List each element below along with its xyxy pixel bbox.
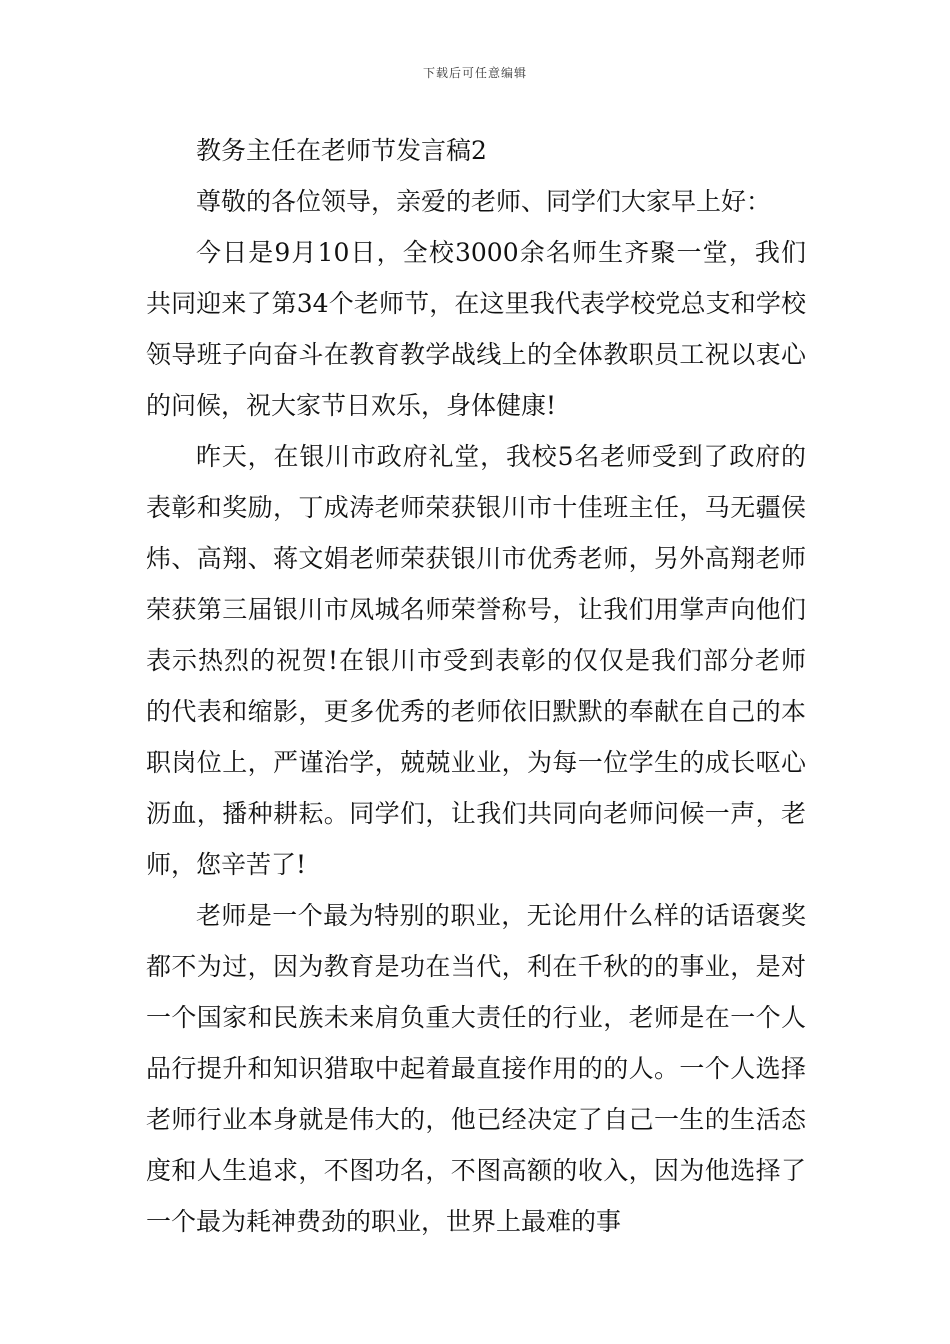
document-body [146, 125, 806, 1247]
document-title: 教务主任在老师节发言稿2 [196, 136, 487, 165]
paragraph-3: 老师是一个最为特别的职业，无论用什么样的话语褒奖都不为过，因为教育是功在当代，利在千秋的的事业，是对一个国家和民族未来肩负重大责任的行业，老师是在一个人品行提升和知识猎取中起着最直接作用的的人。一个人选择老师行业本身就是伟大的，他已经决定了自己一生的生活态度和人生追求，不图功名，不图高额的收入，因为他选择了一个最为耗神费劲的职业，世界上最难的事 [146, 901, 806, 1236]
paragraph-2: 昨天，在银川市政府礼堂，我校5名老师受到了政府的表彰和奖励，丁成涛老师荣获银川市十佳班主任，马无疆侯炜、高翔、蒋文娟老师荣获银川市优秀老师，另外高翔老师荣获第三届银川市凤城名师荣誉称号，让我们用掌声向他们表示热烈的祝贺!在银川市受到表彰的仅仅是我们部分老师的代表和缩影，更多优秀的老师依旧默默的奉献在自己的本职岗位上，严谨治学，兢兢业业，为每一位学生的成长呕心沥血，播种耕耘。同学们，让我们共同向老师问候一声，老师，您辛苦了! [146, 442, 806, 879]
paragraph-1: 今日是9月10日，全校3000余名师生齐聚一堂，我们共同迎来了第34个老师节，在这里我代表学校党总支和学校领导班子向奋斗在教育教学战线上的全体教职员工祝以衷心的问候，祝大家节日欢乐，身体健康! [146, 238, 806, 420]
header-note: 下载后可任意编辑 [422, 66, 527, 80]
greeting-line: 尊敬的各位领导，亲爱的老师、同学们大家早上好： [196, 187, 772, 216]
